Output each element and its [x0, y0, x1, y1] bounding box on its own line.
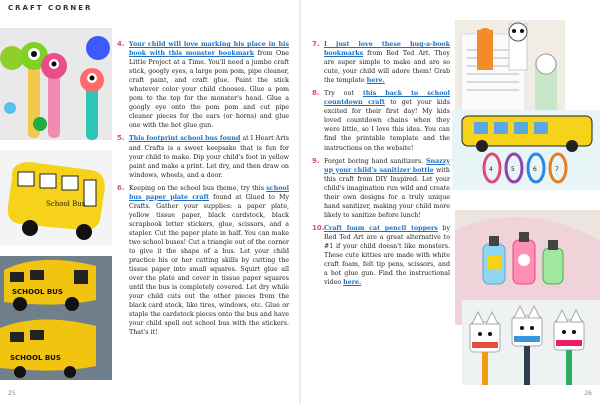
- item-6: [117, 184, 289, 338]
- bus-sign-text-2: SCHOOL BUS: [12, 288, 63, 296]
- item-text: from Red Ted Art. They are super simple to make and are so cute, your child will adore them! Grab the template: [324, 50, 450, 85]
- countdown-chain-photo: [452, 110, 600, 190]
- bus-sign-text: School Bus: [46, 200, 86, 208]
- item-number: 10.: [312, 223, 325, 232]
- item-text: Try out: [324, 90, 363, 98]
- item-number: 9.: [312, 156, 320, 165]
- footprint-bus-photo: [0, 150, 112, 245]
- item-text: at I Heart Arts and Crafts is a sweet keepsake that is fun for your child to make. Dip your child's foot in yellow paint and make a print. Let dry, and then draw on windows, wheels, and a door.: [129, 135, 289, 179]
- right-text-column: [312, 40, 450, 291]
- item-text: by Red Ted Art are a great alternative to #1 if your child doesn't like monsters. These cute kitties are made with white craft foam, felt tip pens, scissors, and a hot glue gun. Find the instructional video: [324, 224, 450, 287]
- item-10: [312, 224, 450, 287]
- cat-pencil-toppers-photo: [462, 300, 600, 385]
- countdown-day-label: 5: [511, 166, 515, 173]
- item-number: 4.: [117, 40, 125, 48]
- item-number: 8.: [312, 89, 320, 98]
- item-8: [312, 89, 450, 152]
- item-number: 6.: [117, 183, 125, 192]
- footprint-bus-link[interactable]: This footprint school bus found: [129, 135, 241, 143]
- paper-plate-bus-photo: [0, 256, 112, 380]
- item-9: [312, 157, 450, 220]
- item-number: 5.: [117, 134, 125, 143]
- cat-pencil-toppers-link[interactable]: Craft foam cat pencil toppers: [324, 224, 438, 232]
- template-link[interactable]: here.: [366, 77, 385, 85]
- page-number-left: 25: [8, 390, 16, 397]
- item-7: [312, 40, 450, 85]
- page-number-right: 26: [584, 390, 592, 397]
- section-label: CRAFT CORNER: [8, 4, 93, 12]
- item-5: [117, 134, 289, 179]
- countdown-day-label: 6: [533, 166, 537, 173]
- item-text: Forget boring hand sanitizers.: [324, 157, 426, 165]
- countdown-day-label: 4: [489, 166, 493, 173]
- item-4: [117, 40, 289, 130]
- page-gutter: [299, 0, 301, 403]
- sanitizer-bottle-link[interactable]: Snazzy up your child's sanitizer bottle: [324, 157, 450, 174]
- item-text: to get your kids excited for their first day! My kids loved countdown chains when they were little, so I love this idea. You can find the printable template and the instructions on the website!: [324, 99, 450, 152]
- item-text: found at Glued to My Crafts. Gather your supplies: a paper plate, yellow tissue paper, black cardstock, black scrapbook letter stickers, glue, scissors, and a stapler. Cut the paper plate in half. You can make two school buses! Cut a triangle out of the corner to give it the shape of a bus. Let your child practice his or her cutting skills by cutting the tissue paper into small squares. Squirt glue all over the plate and cover in tissue paper squares until the bus is completely covered. Let dry while your child cuts out the other pieces from the black card stock, like tires, windows, etc. Glue or staple the cardstock pieces onto the bus and have your child spell out school bus with the stickers. That's it!: [129, 193, 290, 337]
- video-link[interactable]: here.: [343, 279, 362, 287]
- paper-plate-bus-link[interactable]: school bus paper plate craft: [129, 184, 289, 201]
- monster-bookmark-photo: [0, 28, 112, 140]
- monster-bookmark-link[interactable]: Your child will love marking his place in his book with this monster bookmark: [129, 41, 289, 58]
- item-number: 7.: [312, 40, 320, 48]
- item-text: from One Little Project at a Time. You'll need a jumbo craft stick, googly eyes, a large pom pom, pipe cleaner, craft paint, and craft glue. Paint the stick whatever color your child chooses. Glue a pom pom to the top for the monster's head. Glue a googly eye onto the pom pom and cut pipe cleaner pieces for the ears (or horns) and glue one with the hot glue gun.: [129, 50, 289, 130]
- countdown-craft-link[interactable]: this back to school countdown craft: [324, 90, 450, 107]
- hug-a-book-link[interactable]: I just love these hug-a-book bookmarks: [324, 41, 450, 58]
- item-text: Keeping on the school bus theme, try this: [129, 184, 267, 192]
- left-text-column: [117, 40, 289, 342]
- item-text: with this craft from DIY Inspired. Let your child's imagination run wild and create their own designs for a truly unique hand sanitizer, making your child more likely to sanitize before lunch!: [324, 166, 450, 219]
- countdown-day-label: 7: [555, 166, 559, 173]
- bus-sign-text-3: SCHOOL BUS: [10, 354, 61, 362]
